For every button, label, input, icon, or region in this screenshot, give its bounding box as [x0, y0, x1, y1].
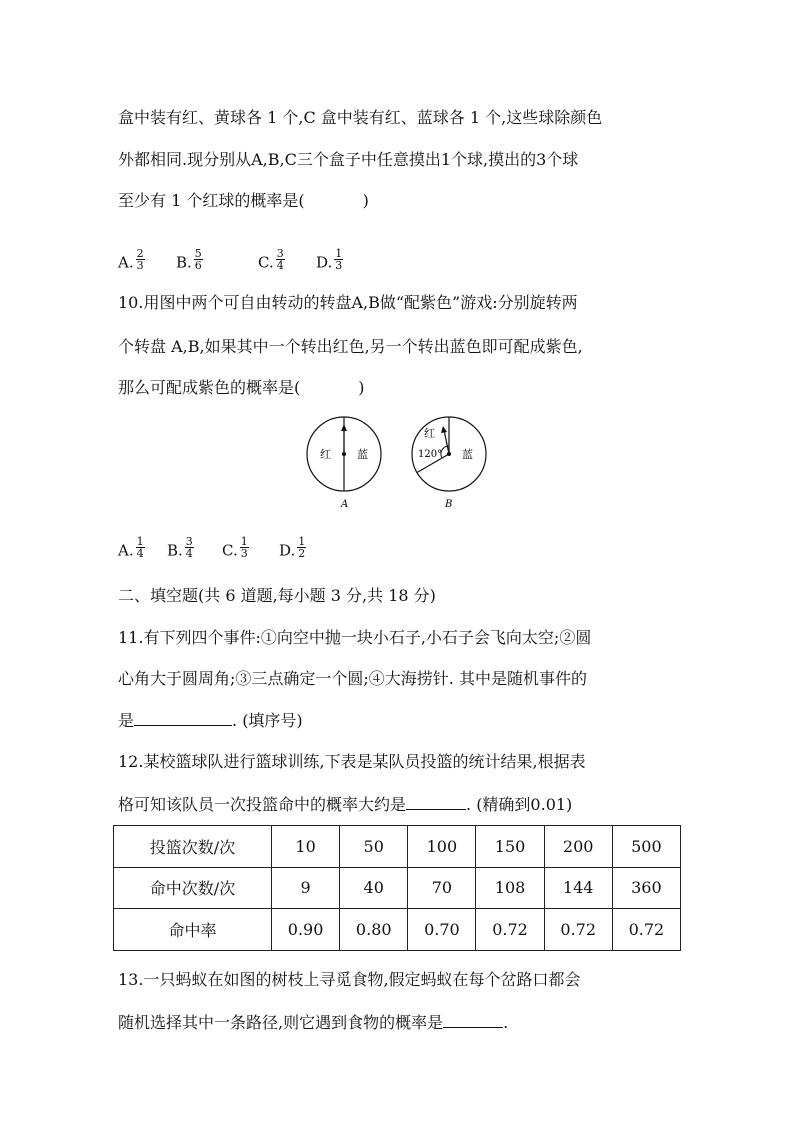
table-cell: 360: [612, 867, 680, 909]
q11-answer-blank[interactable]: [134, 710, 232, 726]
table-cell: 10: [272, 826, 340, 868]
q13-answer-blank[interactable]: [443, 1012, 503, 1028]
q10-option-c[interactable]: C. $\frac{1}{3}$: [222, 535, 248, 560]
q13-line-2: 随机选择其中一条路径,则它遇到食物的概率是 .: [118, 1013, 509, 1032]
table-row: [114, 909, 681, 951]
table-cell: 9: [272, 867, 340, 909]
section-2-title: 二、填空题(共 6 道题,每小题 3 分,共 18 分): [118, 586, 436, 605]
q10-option-a[interactable]: A. $\frac{1}{4}$: [118, 535, 144, 560]
q10-line-1: 10.用图中两个可自由转动的转盘A,B做“配紫色”游戏:分别旋转两: [118, 293, 578, 312]
spinner-b-pointer: [444, 430, 449, 454]
spinner-a: [307, 417, 381, 510]
q11-line-1: 11.有下列四个事件:①向空中抛一块小石子,小石子会飞向太空;②圆: [118, 628, 592, 647]
spinner-a-blue-label: 蓝: [357, 448, 368, 461]
q10-paren-close: ): [358, 378, 365, 397]
q9-option-b[interactable]: B. $\frac{5}{6}$: [176, 247, 202, 272]
spinner-b-red-label: 红: [424, 427, 435, 440]
spinner-b-center: [447, 452, 451, 456]
q13-line-1: 13.一只蚂蚁在如图的树枝上寻觅食物,假定蚂蚁在每个岔路口都会: [118, 970, 581, 989]
table-cell: 150: [476, 826, 544, 868]
q11-line-2: 心角大于圆周角;③三点确定一个圆;④大海捞针. 其中是随机事件的: [118, 669, 587, 688]
pointer-arrow-icon: [341, 424, 347, 431]
q12-answer-blank[interactable]: [406, 794, 466, 810]
q11-line-3: 是 . (填序号): [118, 711, 303, 730]
spinner-a-red-label: 红: [320, 448, 331, 461]
spinner-a-caption: A: [341, 499, 349, 510]
table-cell: 0.72: [544, 909, 612, 951]
shooting-stats-table: [113, 825, 681, 951]
spinner-figure: [300, 412, 500, 514]
table-cell: 命中次数/次: [114, 867, 272, 909]
spinner-b-angle-label: 120°: [418, 449, 443, 460]
table-cell: 命中率: [114, 909, 272, 951]
q10-line-2: 个转盘 A,B,如果其中一个转出红色,另一个转出蓝色即可配成紫色,: [118, 337, 583, 356]
q12-line-1: 12.某校篮球队进行篮球训练,下表是某队员投篮的统计结果,根据表: [118, 752, 586, 771]
table-cell: 100: [408, 826, 476, 868]
table-cell: 50: [340, 826, 408, 868]
table-cell: 500: [612, 826, 680, 868]
table-cell: 200: [544, 826, 612, 868]
q9-line-2: 外都相同.现分别从A,B,C三个盒子中任意摸出1个球,摸出的3个球: [118, 150, 579, 169]
q10-option-d[interactable]: D. $\frac{1}{2}$: [279, 535, 306, 560]
spinner-b-caption: B: [445, 499, 453, 510]
table-row: [114, 867, 681, 909]
q9-option-a[interactable]: A. $\frac{2}{3}$: [118, 247, 144, 272]
q9-option-c[interactable]: C. $\frac{3}{4}$: [258, 247, 284, 272]
table-cell: 0.80: [340, 909, 408, 951]
q9-line-3: [118, 191, 369, 211]
table-cell: 0.72: [476, 909, 544, 951]
table-cell: 108: [476, 867, 544, 909]
q12-line-2: 格可知该队员一次投篮命中的概率大约是 . (精确到0.01): [118, 795, 573, 814]
spinner-b-blue-label: 蓝: [462, 448, 473, 461]
q9-paren-close: ): [362, 191, 369, 210]
q9-option-d[interactable]: D. $\frac{1}{3}$: [316, 247, 343, 272]
q9-stem-end: 至少有 1 个红球的概率是(: [118, 191, 305, 210]
table-cell: 0.72: [612, 909, 680, 951]
spinner-a-center: [342, 452, 346, 456]
q10-line-3: [118, 378, 365, 398]
spinner-b: [412, 417, 486, 510]
table-row: [114, 826, 681, 868]
table-cell: 40: [340, 867, 408, 909]
q9-line-1: 盒中装有红、黄球各 1 个,C 盒中装有红、蓝球各 1 个,这些球除颜色: [118, 108, 603, 127]
table-cell: 0.70: [408, 909, 476, 951]
table-cell: 144: [544, 867, 612, 909]
table-cell: 投篮次数/次: [114, 826, 272, 868]
table-cell: 0.90: [272, 909, 340, 951]
pointer-arrow-icon: [441, 426, 447, 433]
table-cell: 70: [408, 867, 476, 909]
q10-stem-end: 那么可配成紫色的概率是(: [118, 378, 301, 397]
q10-option-b[interactable]: B. $\frac{3}{4}$: [167, 535, 193, 560]
